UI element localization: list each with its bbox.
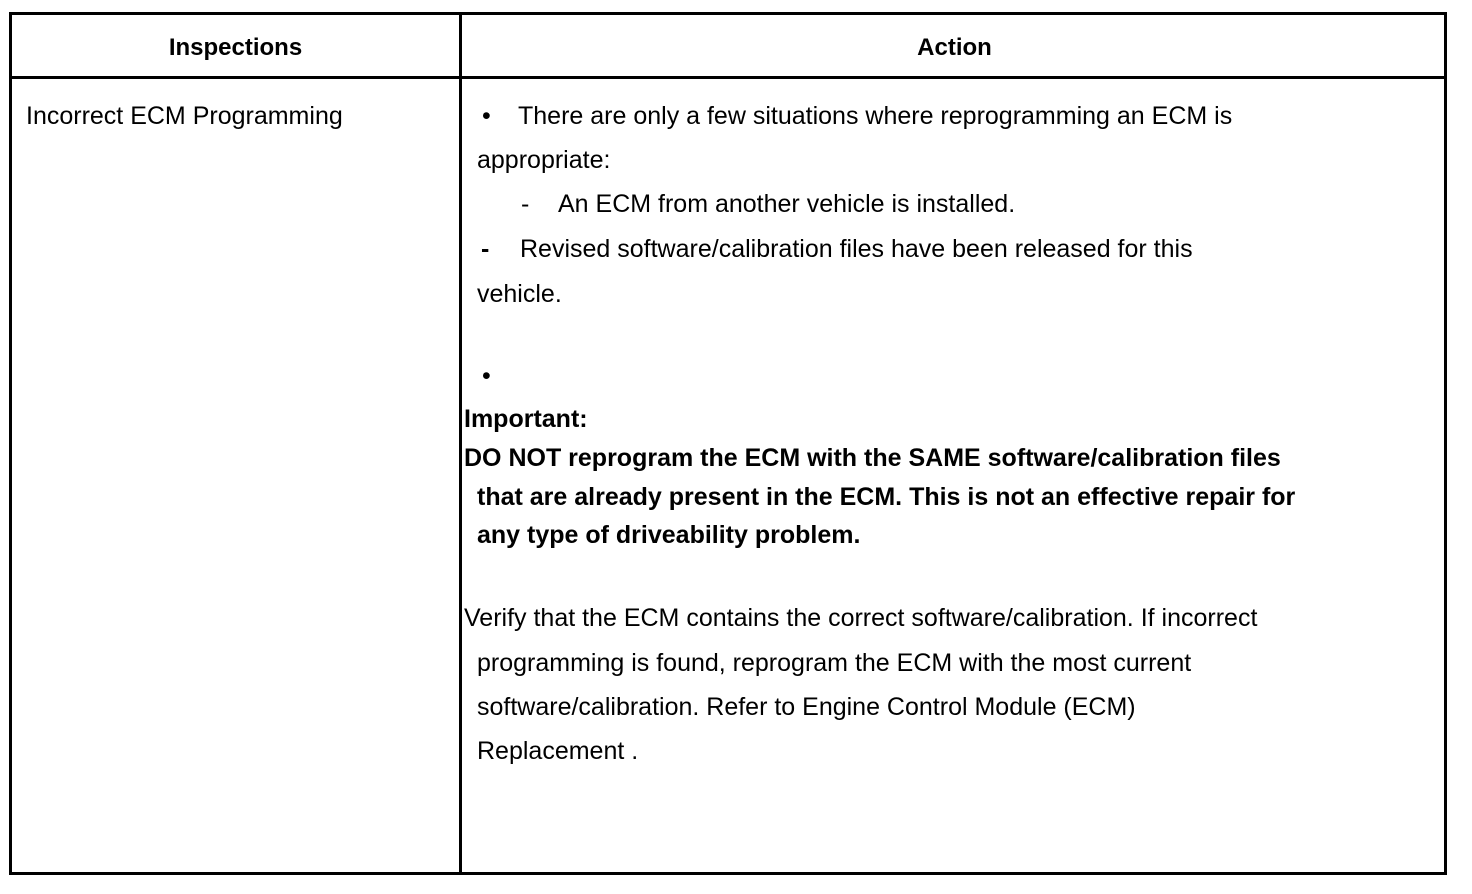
inspection-cell: Incorrect ECM Programming — [26, 102, 343, 130]
inspection-table — [9, 12, 1447, 875]
important-text: that are already present in the ECM. This is not an effective repair for — [477, 483, 1296, 511]
header-divider — [12, 76, 1444, 79]
bullet-icon: • — [482, 362, 491, 390]
important-text: any type of driveability problem. — [477, 521, 861, 549]
header-inspections: Inspections — [168, 34, 303, 61]
bullet-icon: • — [482, 102, 491, 130]
header-action: Action — [917, 34, 992, 61]
action-subitem: Revised software/calibration files have been released for this — [520, 235, 1193, 263]
verify-text: programming is found, reprogram the ECM with the most current — [477, 649, 1192, 677]
column-divider — [459, 15, 462, 872]
important-label: Important: — [464, 405, 588, 433]
verify-text: Verify that the ECM contains the correct software/calibration. If incorrect — [464, 604, 1258, 632]
action-line: appropriate: — [477, 146, 611, 174]
important-text: DO NOT reprogram the ECM with the SAME software/calibration files — [464, 444, 1281, 472]
action-subitem: vehicle. — [477, 280, 562, 308]
action-line: There are only a few situations where reprogramming an ECM is — [518, 102, 1233, 130]
verify-text: Replacement . — [477, 737, 639, 765]
dash-icon: - — [521, 190, 530, 218]
verify-text: software/calibration. Refer to Engine Control Module (ECM) — [477, 693, 1136, 721]
action-subitem: An ECM from another vehicle is installed. — [558, 190, 1016, 218]
dash-icon: - — [481, 235, 490, 263]
